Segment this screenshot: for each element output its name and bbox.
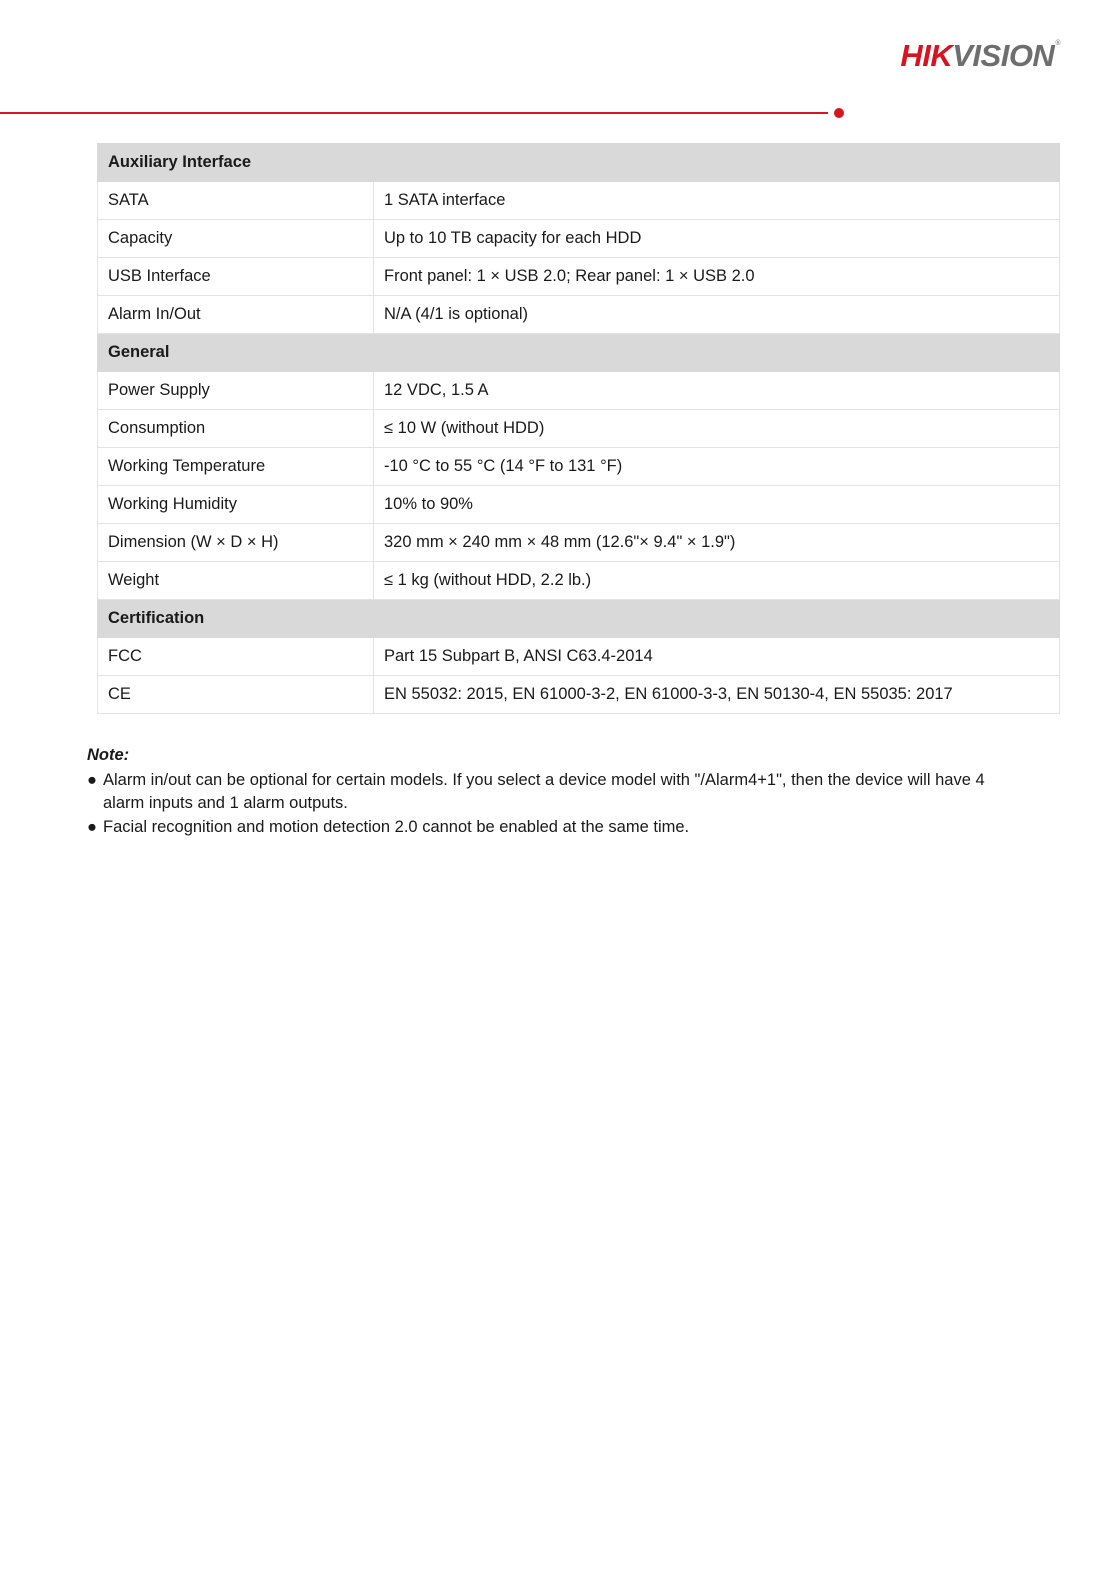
table-row-working-temperature	[98, 448, 1060, 486]
table-row-power-supply	[98, 372, 1060, 410]
section-title: General	[98, 334, 1060, 372]
logo-part-hik: HIK	[900, 38, 953, 73]
section-header-general	[98, 334, 1060, 372]
spec-value: -10 °C to 55 °C (14 °F to 131 °F)	[374, 448, 1060, 486]
table-row-working-humidity	[98, 486, 1060, 524]
spec-label: Dimension (W × D × H)	[98, 524, 374, 562]
table-row-ce	[98, 676, 1060, 714]
spec-label: Working Temperature	[98, 448, 374, 486]
spec-value: ≤ 10 W (without HDD)	[374, 410, 1060, 448]
table-row-sata	[98, 182, 1060, 220]
note-item	[87, 769, 1027, 816]
note-item-text: Facial recognition and motion detection 2.0 cannot be enabled at the same time.	[103, 817, 690, 836]
registered-mark: ®	[1055, 40, 1060, 47]
section-title: Certification	[98, 600, 1060, 638]
section-header-auxiliary-interface	[98, 144, 1060, 182]
note-list	[87, 769, 1027, 840]
table-row-usb-interface	[98, 258, 1060, 296]
section-header-certification	[98, 600, 1060, 638]
note-item-text: Alarm in/out can be optional for certain models. If you select a device model with "/Alarm4+1", then the device will have 4 alarm inputs and 1 alarm outputs.	[103, 770, 985, 812]
spec-value: Part 15 Subpart B, ANSI C63.4-2014	[374, 638, 1060, 676]
header-divider-line	[0, 112, 828, 114]
table-row-consumption	[98, 410, 1060, 448]
table-row-dimension	[98, 524, 1060, 562]
spec-value: 10% to 90%	[374, 486, 1060, 524]
table-row-capacity	[98, 220, 1060, 258]
spec-label: Power Supply	[98, 372, 374, 410]
note-title: Note:	[87, 746, 130, 764]
table-row-fcc	[98, 638, 1060, 676]
spec-value: N/A (4/1 is optional)	[374, 296, 1060, 334]
spec-value: Front panel: 1 × USB 2.0; Rear panel: 1 × USB 2.0	[374, 258, 1060, 296]
note-section	[87, 744, 1027, 839]
spec-label: Weight	[98, 562, 374, 600]
section-title: Auxiliary Interface	[98, 144, 1060, 182]
table-row-alarm-in-out	[98, 296, 1060, 334]
spec-label: CE	[98, 676, 374, 714]
spec-label: Alarm In/Out	[98, 296, 374, 334]
spec-label: SATA	[98, 182, 374, 220]
logo-part-vision: VISION	[952, 38, 1055, 73]
specification-table	[97, 143, 1060, 714]
spec-value: ≤ 1 kg (without HDD, 2.2 lb.)	[374, 562, 1060, 600]
bullet-icon: ●	[87, 817, 97, 836]
spec-value: EN 55032: 2015, EN 61000-3-2, EN 61000-3-3, EN 50130-4, EN 55035: 2017	[374, 676, 1060, 714]
spec-label: Consumption	[98, 410, 374, 448]
spec-label: FCC	[98, 638, 374, 676]
spec-value: 12 VDC, 1.5 A	[374, 372, 1060, 410]
table-row-weight	[98, 562, 1060, 600]
spec-value: 320 mm × 240 mm × 48 mm (12.6"× 9.4" × 1.9")	[374, 524, 1060, 562]
bullet-icon: ●	[87, 770, 97, 789]
header-divider-dot	[834, 108, 844, 118]
note-item	[87, 816, 1027, 840]
spec-label: USB Interface	[98, 258, 374, 296]
spec-label: Capacity	[98, 220, 374, 258]
spec-label: Working Humidity	[98, 486, 374, 524]
hikvision-logo	[900, 40, 1060, 71]
spec-value: Up to 10 TB capacity for each HDD	[374, 220, 1060, 258]
spec-value: 1 SATA interface	[374, 182, 1060, 220]
